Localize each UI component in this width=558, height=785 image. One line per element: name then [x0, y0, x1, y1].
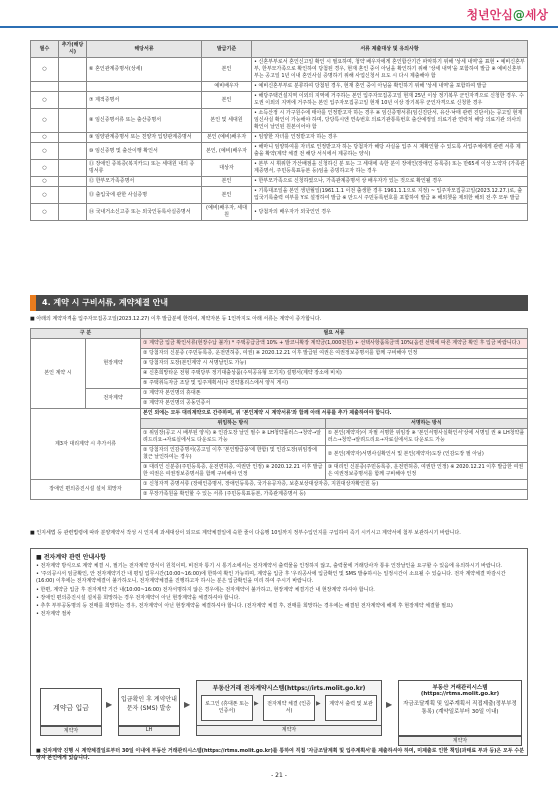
cell-required: ○	[31, 187, 59, 204]
cell-basis: 예비배우자	[202, 82, 252, 92]
cell-document: ⑬ 출입국에 관한 사실증명	[87, 187, 202, 204]
cell-notes: • 본부 시 휘위한 가산배점을 신청하신 분 또는 그 세대에 속한 분이 장애인(장애인 등록증) 또는 만65세 이상 노약자 (가족관계증명서, 주민등록표등본 등)임을 증빙하고자 하는 경우	[252, 160, 528, 177]
proxy-left-item: ② 당첨자의 인감증명서(공고일 이후 '본인발급용'에 한함) 및 인감도장(위임장에 쳤근 날인하여는 경우)	[141, 446, 326, 463]
cell-required: ○	[31, 92, 59, 109]
cell-additional	[59, 109, 87, 133]
cell-required	[31, 82, 59, 92]
table-row	[31, 109, 528, 133]
cell-notes: • 한부모가족으로 신청하였으나, 가족관계증명서 상 배우자가 있는 것으로 확인될 경우	[252, 177, 528, 187]
cell-document: ⑫ 한부모가족증명서	[87, 177, 202, 187]
cell-additional	[59, 143, 87, 160]
sub-electronic: 전자계약	[86, 389, 141, 409]
cell-document: ⑨ 임양관계증명서 또는 친양자 입양관계증명서	[87, 133, 202, 143]
note-top: ■ 아래의 계약자격을 입주자모집공고일(2023.12.27) 이후 발급분에 한하여, 계약자본 등 1인까지도 아래 서류는 계약이 증가합니다.	[30, 316, 322, 322]
proxy-header: 본인 외에는 모두 대리계약으로 간주하며, 위 '본인계약 시 계약서류'와 함께 아래 서류를 추가 제출하여야 합니다.	[141, 409, 528, 419]
cell-notes: • 신혼부부로서 혼인신고일 확인 시 필요하며, 청약 배우자에게 혼인합산기간 파악하기 위해 '상세 내역'을 표현 • 예비신혼부부, 한부모가족으로 확인하여 당첨된 경우, 현재 혼인 중이 아님을 확인하기 위해 '상세 내역'을 포함하여 발급 ※ 예비신혼부부는 공고일 1년 이내 혼인사실 증명하기 위해 사업신청서 요도 시 다시 제출해야 함	[252, 58, 528, 82]
cell-document: ⑪ 장애인 증복증(복지카드) 또는 세대원 내의 증빙서류	[87, 160, 202, 177]
cell-required: ○	[31, 133, 59, 143]
cell-document: ⑥ 혼인관계증명서(상세)	[87, 58, 202, 82]
box-line: • 전자계약 방식으로 계약 체결 시, 필기는 전자계약 방식이 원칙이며, 비전자 통기 시 통기소에서는 전자계약서 출력물을 인정하지 않고, 출력물에 거래당사자 통유 인장날인을 요구할 수 있음에 유의하시기 바랍니다.	[36, 563, 503, 569]
arrow-icon: ▶	[106, 700, 113, 709]
cell-document: ⑦ 제적증명서	[87, 92, 202, 109]
panel-sign: 전자계약 체결 (인증서)	[263, 695, 315, 721]
flow-step-sms: 입금확인 후 계약안내문자 (SMS) 발송	[118, 688, 180, 726]
cell-notes: • 해마니 임양하여를 자녀로 인정받고자 하는 당첨자가 해당 사실을 입주 시 제확인할 수 있도록 사업주체에게 관련 서류 제출을 확약(계약 체결 전 해당 서식에서 제공하는 양식)	[252, 143, 528, 160]
cell-notes: • 기록대조일을 본인 생년월일(1961.1.1 이전 출생한 경우 1961.1.1으로 지정) ~ 입주자모집공고일(2023.12.27.)로, 출입국기록출력 여부를 Y로 설정하여 발급 ※ 만드시 주민등록번호를 포함하여 발급 ※ 해외쳇을 제외한 해외 전·후 모두 발급	[252, 187, 528, 204]
arrow-icon: ▶	[254, 700, 259, 707]
cell-basis: 본인	[202, 187, 252, 204]
box-line: • 전자계약 절차	[36, 611, 72, 618]
table-row	[31, 58, 528, 82]
table-row	[31, 143, 528, 160]
flow-step-sms-who: LH	[118, 726, 180, 736]
flow-rtms	[398, 680, 522, 736]
flow-panel-e-contract	[196, 680, 382, 736]
col-notes: 서류 제출대상 및 유의사항	[252, 41, 528, 58]
arrow-icon: ▶	[386, 700, 393, 709]
doc-item: ⑤ 주택취득자금 조달 및 입주계획서(나 전약홈리스에서 양식 게시)	[141, 379, 528, 389]
rtms-title: 부동산 거래관리시스템 (https://rtms.molit.go.kr)	[420, 685, 500, 697]
page-number: - 21 -	[271, 772, 287, 779]
cell-additional	[59, 160, 87, 177]
cell-additional	[59, 58, 87, 82]
table-row	[31, 92, 528, 109]
cell-document	[87, 82, 202, 92]
cell-additional	[59, 177, 87, 187]
cell-basis: 본인	[202, 92, 252, 109]
site-logo: 청년안심@세상	[466, 8, 548, 22]
cell-basis: 본인, (예비)배우자	[202, 143, 252, 160]
cell-basis: 대상자	[202, 160, 252, 177]
proxy-right-item: ① 본인(계약자)이 자필 서명한 위임장 ※ '본인서명사실확인서'상에 서명일 권 ※ LH청약플러스→청약→알려드리요→자료실에서도 다운로드 가능	[325, 429, 527, 446]
cell-additional	[59, 92, 87, 109]
cell-document: ⑭ 국내거소신고증 또는 외국인등록사실증명서	[87, 204, 202, 221]
table-row	[31, 133, 528, 143]
cell-additional	[59, 204, 87, 221]
box-line: • 추후 부부공동명의 등 전매를 희망하는 경우, 전자계약이 아닌 현장계약을 체결하셔야 합니다. (전자계약 체결 후, 전매를 희망하는 경우에는 해결된 전자계약에 해제 후 현장계약 체결할 필요)	[36, 603, 453, 610]
col-document: 해당서류	[87, 41, 202, 58]
rtms-who: 계약자	[398, 736, 522, 746]
cell-required: ○	[31, 109, 59, 133]
doc-item: ① 계약금 입금 확인서류(현장수납 불가) * 주택공급금액 10% + 발코니확장 계약금(1,000천원) + 선택사항품목금액 10%(옵션 선택에 따른 계약금 확인 후 입금 바랍니다.)	[141, 339, 528, 349]
sub-onsite: 현장계약	[86, 339, 141, 389]
table-row	[31, 160, 528, 177]
cell-document: ⑧ 임신증명서류 또는 출산증명서	[87, 109, 202, 133]
col-category: 구 분	[31, 329, 141, 339]
cell-additional	[59, 187, 87, 204]
cell-notes: • 소득산정 시 가구원수에 태아를 인정받고자 하는 경우 ※ 임신증명서류(임신진단서, 유산·낙태 관련 진단서)는 공고일 현재 임신사실 확인이 가능해야 하며, 당당특시엔 연속번호 의료기관통록번호 출산예정일 의료기관 연락처 해당 의료기관 의사의 확인이 날인된 원본이어야 함	[252, 109, 528, 133]
col-additional: 추가(해당시)	[59, 41, 87, 58]
top-rule	[0, 26, 558, 28]
table-row	[31, 177, 528, 187]
cell-notes: • 예비신혼부부로 분류하여 당첨된 경우, 현재 혼인 중이 아님을 확인하기 위해 '상세 내역'을 포함하여 발급	[252, 82, 528, 92]
cell-required: ○	[31, 177, 59, 187]
box-title: ■ 전자계약 관련 안내사항	[36, 554, 106, 561]
box-line: • 한편, 계약금 입금 후 전자계약 기간 내(10:00~16:00) 전자서명하지 않은 경우에는 전자계약이 불가하고, 현장계약 체결기간 내 현장계약 하셔야 합니다.	[36, 586, 375, 593]
cell-basis: 본인	[202, 58, 252, 82]
table-row	[31, 204, 528, 221]
flow-diagram	[30, 680, 528, 755]
group-proxy: 제3자 대리계약 시 추가서류	[31, 409, 141, 480]
cell-required: ○	[31, 160, 59, 177]
cell-additional	[59, 133, 87, 143]
arrow-icon: ▶	[184, 700, 191, 709]
doc-item: ② 무장가족원을 확인할 수 있는 서류 (주민등록표등본, 가족관계증명서 등)	[141, 490, 528, 500]
note-bottom: ■ 전자계약 진행 시 계약체결일로부터 30일 이내에 부동산 거래관리시스템(https://rtms.molit.go.kr)를 통하여 직접 '자금조달계획 및 입주계획서'를 제출하셔야 하며, 미제출로 인한 책임(과태료 부과 등)은 모두 수분양자 본인에게 있습니다.	[36, 748, 525, 761]
box-line: • 장애인 편의증진시설 설치를 희망하는 경우 전자계약이 아닌 현장계약을 체결하셔야 합니다.	[36, 594, 240, 601]
proxy-right-item: ③ 대리인 신분증(주민등록증, 운전면허증, 여권만 인정) ※ 2020.12.21 이후 발급한 여권은 여권정보증명서를 함께 구비해야 인정	[325, 463, 527, 480]
panel-who: 계약자	[196, 725, 382, 736]
doc-item: ① 신청자격 증명서류 (장애인증명서, 장애인등록증, 국가유공자증, 보훈보상대상자증, 지원대상자확인원 등)	[141, 480, 528, 490]
proxy-left-item: ① 위임장(공고 시 배부된 양식) ※ 인감도장 날인 필수 ※ LH청약플러스→청약→알려드리요→자료실에서도 다운로드 가능	[141, 429, 326, 446]
group-disabled: 장애인 편의증진시설 설치 희망자	[31, 480, 141, 500]
doc-item: ④ 신혼희망타운 전형 주택당부 정기대출상품(수익공유형 모기지) 설명서(계약 장소에 비치)	[141, 369, 528, 379]
cell-notes: • 해당주택건설지역 이외의 지역에 거주하는 본인 입주자모집공고일 현재 25년 이상 정기복무 군인자격으로 신청한 경우. 수도권 이외의 지역에 거주하는 본인 입주자모집공고일 현재 10년 이상 장기복무 군인자격으로 신청한 경우	[252, 92, 528, 109]
panel-login: 로그인 (휴대폰 또는 인증서)	[201, 695, 253, 721]
table-row	[31, 82, 528, 92]
group-self: 본인 계약 시	[31, 339, 86, 409]
cell-basis: (예비)배우자, 세대원	[202, 204, 252, 221]
cell-required: ○	[31, 58, 59, 82]
arrow-icon: ▶	[316, 700, 321, 707]
cell-document: ⑩ 임신증명 및 출산이행 확인서	[87, 143, 202, 160]
cell-additional	[59, 82, 87, 92]
contract-table	[30, 328, 528, 500]
cell-basis: 본인 및 세대원	[202, 109, 252, 133]
panel-title: 부동산거래 전자계약시스템(https://irts.molit.go.kr)	[212, 685, 366, 692]
proxy-right-item: ② 본인(계약자)서명사실확인서 및 본인(계약자)도장 (인감도장 필 아님)	[325, 446, 527, 463]
col-basis: 발급기준	[202, 41, 252, 58]
cell-required: ○	[31, 204, 59, 221]
cell-required: ○	[31, 143, 59, 160]
doc-item: ② 계약자 본인명의 공동인증서	[141, 399, 528, 409]
proxy-left-head: 위임하는 방식	[141, 419, 326, 429]
rtms-body: 자금조달계획 및 입주계획서 직접제출(정부부정 통록) (계약일로부터 30일 이내)	[403, 701, 517, 715]
col-required-docs: 필요 서류	[141, 329, 528, 339]
table-row	[31, 187, 528, 204]
doc-item: ③ 당첨자의 도장(본인계약 시 서명날인도 가능)	[141, 359, 528, 369]
proxy-left-item: ③ 대리인 신분증(주민등록증, 운전면허증, 여권만 인정) ※ 2020.12.21 이후 발급한 여권은 여권정보증명서를 함께 구비해야 인정	[141, 463, 326, 480]
panel-print: 계약서 출력 및 보관	[325, 695, 377, 721]
cell-basis: 본인	[202, 177, 252, 187]
box-line: • '주의공시서 임금확인, 안 전자계약기간 내 평일 업무시간(10:00~16:00)에 한하여 확인 가능하며, 계약을 입금 후 '우리공사에 입금확인 및 SMS 발송하시는 일정시간이 소요될 수 있습니다. 전자 계약체결 마감시간(16:00) 이후에는 전자계약체결이 불가하오니, 전자계약체결을 진행하고자 하시는 분은 입금확인을 미리 하여 주시기 바랍니다.	[36, 571, 506, 585]
cell-notes: • 당첨자의 배우자가 외국인인 경우	[252, 204, 528, 221]
flow-step-deposit: 계약금 입금	[40, 688, 102, 726]
cell-basis: 본인 (예비)배우자	[202, 133, 252, 143]
doc-item: ② 당첨자의 신분증 (주민등록증, 운전면허증, 여권) ※ 2020.12.21 이후 발급된 여권은 여권정보증명서를 함께 구비해야 인정	[141, 349, 528, 359]
doc-item: ① 계약자 본인명의 휴대폰	[141, 389, 528, 399]
section-title: 4. 계약 시 구비서류, 계약체결 안내	[30, 295, 528, 311]
col-required: 필수	[31, 41, 59, 58]
documents-table	[30, 40, 528, 221]
flow-step-deposit-who: 계약자	[40, 726, 102, 736]
note-middle: ■ 인지세법 등 관련법령에 따라 분양계약서 작성 시 인지세 과세대상이 되므로 계약체결일에 숙한 줄이 다음행 10일까지 정부수입인지를 구입하여 즉기 시키시고 계약서에 첨부 보관하시기 바랍니다.	[30, 530, 461, 536]
cell-notes: • 임양한 자녀를 인정받고자 하는 경우	[252, 133, 528, 143]
proxy-right-head: 서명하는 방식	[325, 419, 527, 429]
